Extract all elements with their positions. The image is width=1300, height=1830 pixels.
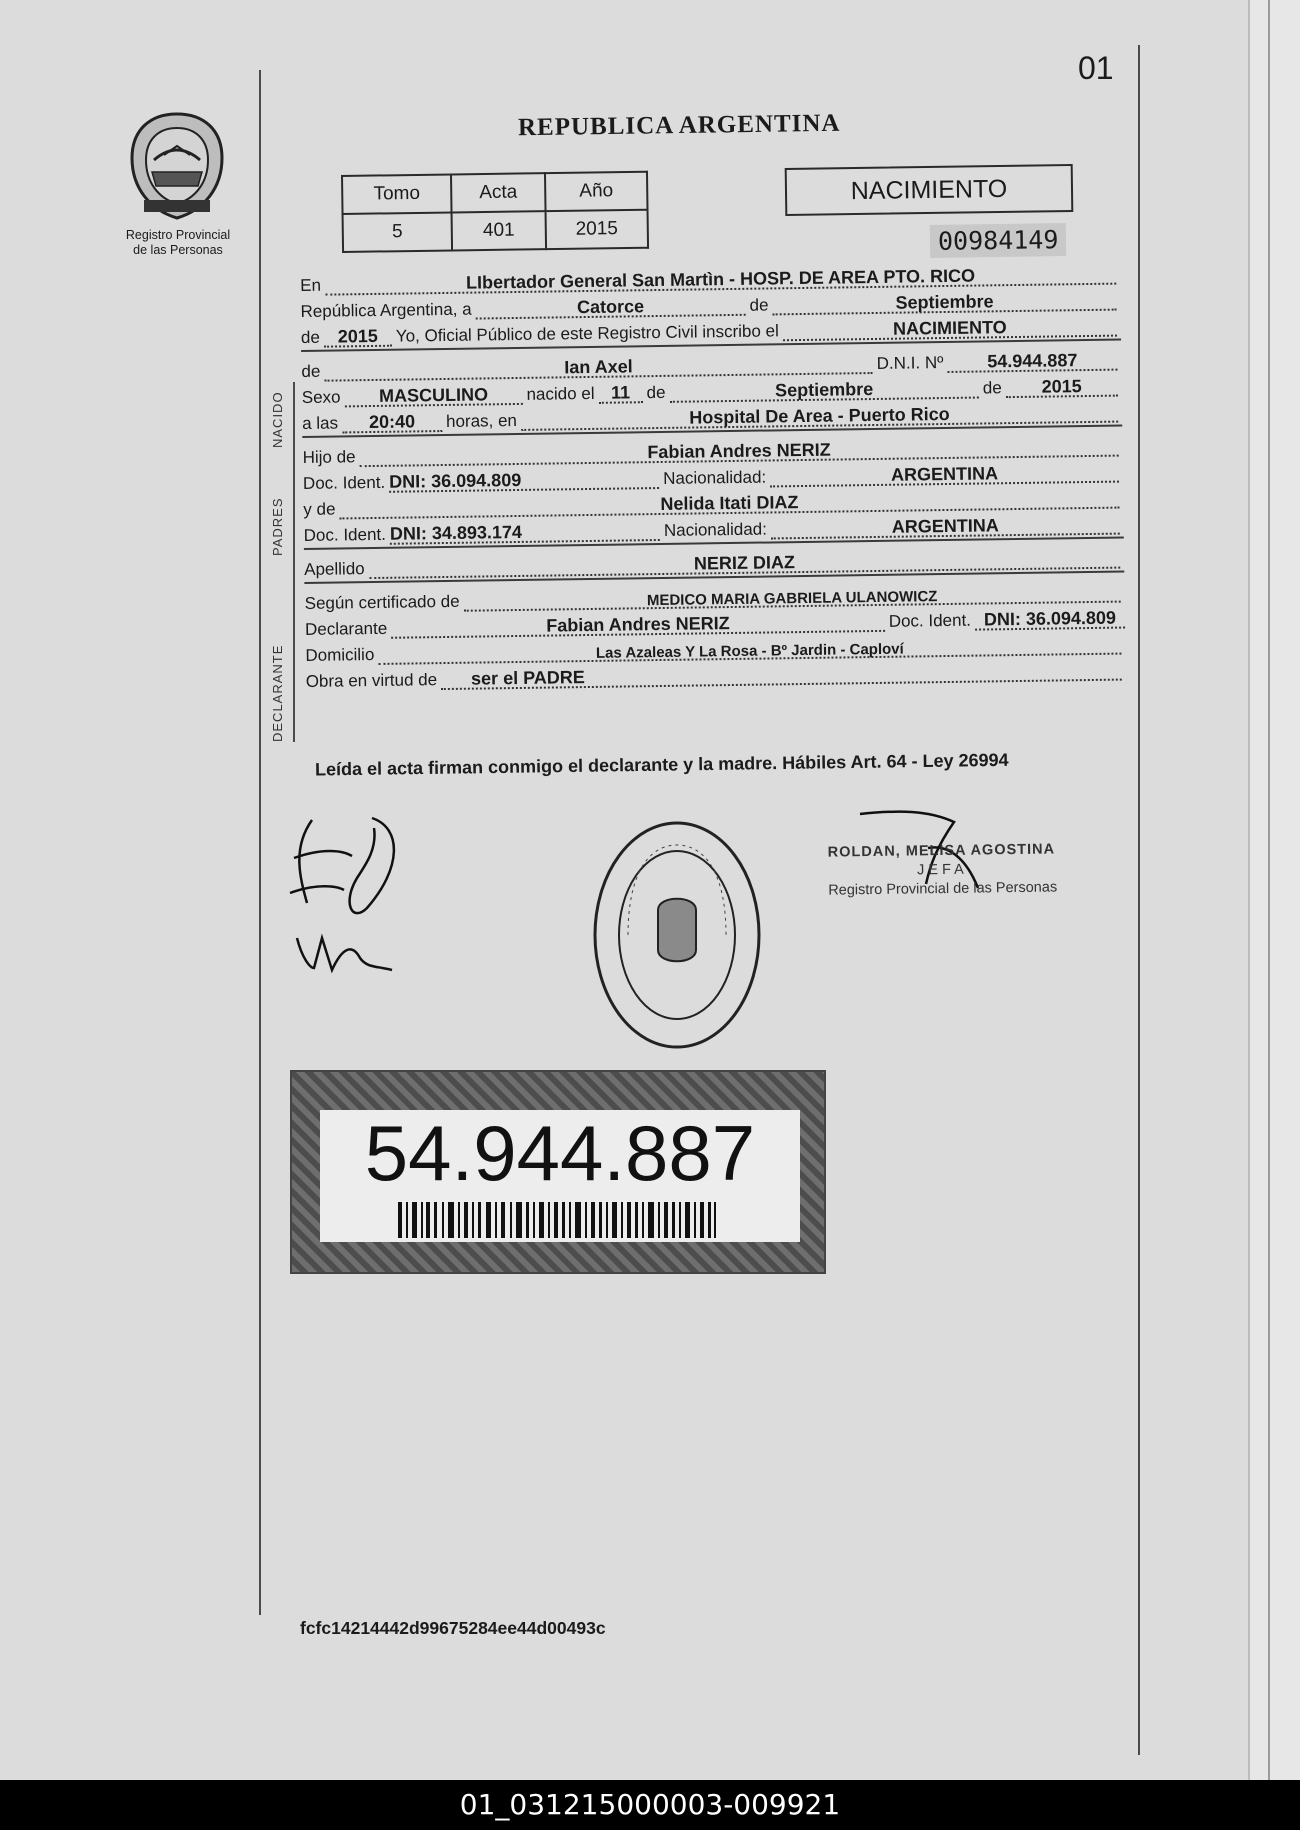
table-header-tomo: Tomo bbox=[342, 174, 452, 214]
label-a-las: a las bbox=[302, 413, 339, 433]
value-birth-year: 2015 bbox=[1041, 376, 1082, 397]
label-nacido-el: nacido el bbox=[526, 383, 595, 404]
label-de-year: de bbox=[300, 327, 320, 347]
barcode-panel bbox=[320, 1110, 800, 1242]
right-margin-rule bbox=[1138, 45, 1140, 1755]
value-father-name: Fabian Andres NERIZ bbox=[647, 439, 831, 463]
dni-barcode-label bbox=[290, 1070, 826, 1274]
label-y-de: y de bbox=[303, 499, 336, 519]
value-hour: 20:40 bbox=[368, 411, 416, 433]
document-hash: fcfc14214442d99675284ee44d00493c bbox=[300, 1618, 606, 1638]
value-apellido: NERIZ DIAZ bbox=[693, 552, 796, 574]
label-dni: D.N.I. Nº bbox=[876, 353, 944, 373]
side-bracket-rule bbox=[293, 382, 295, 742]
value-child-name: Ian Axel bbox=[564, 356, 633, 378]
signature-declarante bbox=[282, 808, 430, 996]
value-mother-name: Nelida Itati DIAZ bbox=[660, 492, 799, 514]
value-father-nat: ARGENTINA bbox=[890, 463, 999, 485]
table-value-acta: 401 bbox=[452, 211, 547, 250]
left-margin-rule bbox=[259, 70, 261, 1615]
value-domicilio: Las Azaleas Y La Rosa - Bº Jardin - Caploví bbox=[595, 640, 904, 662]
volume-record-table bbox=[341, 171, 649, 253]
province-seal-logo bbox=[124, 110, 230, 222]
official-role: JEFA bbox=[916, 861, 968, 879]
value-declarante: Fabian Andres NERIZ bbox=[546, 613, 730, 636]
field-birth-day bbox=[598, 379, 642, 404]
seal-caption-line-1: Registro Provincial bbox=[125, 228, 231, 242]
label-segun: Según certificado de bbox=[304, 591, 460, 613]
label-de-birth-month: de bbox=[646, 382, 666, 403]
label-sexo: Sexo bbox=[301, 387, 341, 407]
value-day: Catorce bbox=[576, 296, 645, 318]
underlying-sheet-edge bbox=[1248, 0, 1300, 1780]
seal-caption bbox=[104, 228, 252, 258]
table-value-ano: 2015 bbox=[546, 210, 649, 249]
label-nacionalidad: Nacionalidad: bbox=[663, 467, 767, 488]
label-nacionalidad: Nacionalidad: bbox=[663, 519, 768, 540]
label-apellido: Apellido bbox=[304, 559, 365, 579]
label-doc-ident: Doc. Ident. bbox=[302, 472, 386, 493]
field-declarante-doc bbox=[975, 605, 1125, 631]
field-hour bbox=[342, 408, 442, 433]
closing-statement: Leída el acta firman conmigo el declarante y la madre. Hábiles Art. 64 - Ley 26994 bbox=[314, 749, 1009, 780]
scan-footer-id: 01_031215000003-009921 bbox=[0, 1780, 1300, 1830]
barcode-number: 54.944.887 bbox=[364, 1109, 756, 1197]
label-doc-ident: Doc. Ident. bbox=[303, 524, 387, 545]
value-birth-month: Septiembre bbox=[774, 379, 874, 401]
field-father-nat bbox=[770, 459, 1119, 488]
registry-stamp bbox=[588, 815, 766, 1055]
label-republica: República Argentina, a bbox=[300, 299, 472, 321]
label-obra: Obra en virtud de bbox=[305, 670, 438, 691]
serial-number: 00984149 bbox=[930, 223, 1067, 258]
value-birth-day: 11 bbox=[610, 382, 631, 403]
value-child-dni: 54.944.887 bbox=[987, 350, 1078, 372]
label-de-month: de bbox=[749, 295, 769, 315]
page-number: 01 bbox=[1078, 50, 1114, 86]
label-doc-ident-declarante: Doc. Ident. bbox=[888, 610, 972, 631]
act-type-box: NACIMIENTO bbox=[785, 164, 1074, 216]
side-label-padres: PADRES bbox=[270, 497, 285, 556]
field-child-dni bbox=[947, 347, 1117, 373]
label-yo-oficial: Yo, Oficial Público de este Registro Civil inscribo el bbox=[395, 321, 779, 346]
field-inscribo bbox=[783, 313, 1117, 342]
official-block bbox=[828, 840, 1058, 900]
value-obra: ser el PADRE bbox=[470, 667, 585, 689]
value-segun: MEDICO MARIA GABRIELA ULANOWICZ bbox=[646, 588, 938, 610]
field-day bbox=[475, 292, 745, 320]
official-office: Registro Provincial de las Personas bbox=[828, 879, 1058, 899]
value-birth-place: Hospital De Area - Puerto Rico bbox=[689, 403, 950, 428]
table-value-tomo: 5 bbox=[343, 212, 453, 252]
value-declarante-doc: DNI: 36.094.809 bbox=[983, 607, 1117, 630]
field-year bbox=[324, 323, 392, 348]
side-label-declarante: DECLARANTE bbox=[270, 644, 285, 742]
value-sexo: MASCULINO bbox=[378, 384, 489, 406]
side-label-nacido: NACIDO bbox=[270, 391, 285, 448]
sheet-edge-rule bbox=[1268, 0, 1270, 1780]
value-month: Septiembre bbox=[895, 291, 994, 313]
field-sexo bbox=[344, 381, 522, 407]
value-father-doc: DNI: 36.094.809 bbox=[389, 469, 522, 492]
table-header-ano: Año bbox=[545, 172, 648, 211]
label-de-name: de bbox=[301, 361, 321, 381]
field-mother-nat bbox=[771, 511, 1120, 540]
field-father-doc bbox=[389, 465, 659, 493]
official-name: ROLDAN, MELISA AGOSTINA bbox=[827, 841, 1056, 861]
table-header-acta: Acta bbox=[451, 173, 546, 212]
value-mother-doc: DNI: 34.893.174 bbox=[389, 521, 523, 544]
field-month bbox=[772, 287, 1116, 316]
barcode-icon bbox=[398, 1202, 716, 1238]
label-domicilio: Domicilio bbox=[305, 645, 375, 665]
value-mother-nat: ARGENTINA bbox=[891, 515, 999, 537]
certificate-body bbox=[300, 259, 1126, 692]
value-inscribo: NACIMIENTO bbox=[892, 317, 1007, 339]
value-year: 2015 bbox=[337, 325, 379, 347]
label-horas-en: horas, en bbox=[445, 410, 518, 431]
label-hijo-de: Hijo de bbox=[302, 447, 356, 467]
field-mother-doc bbox=[390, 517, 660, 545]
field-birth-year bbox=[1006, 373, 1118, 399]
label-declarante: Declarante bbox=[304, 618, 388, 639]
seal-caption-line-2: de las Personas bbox=[133, 243, 223, 257]
field-birth-month bbox=[669, 375, 979, 403]
label-en: En bbox=[300, 275, 322, 295]
value-place-of-registry: LIbertador General San Martìn - HOSP. DE AREA PTO. RICO bbox=[465, 265, 976, 293]
document-title: REPUBLICA ARGENTINA bbox=[517, 109, 841, 142]
label-de-birth-year: de bbox=[982, 378, 1002, 398]
